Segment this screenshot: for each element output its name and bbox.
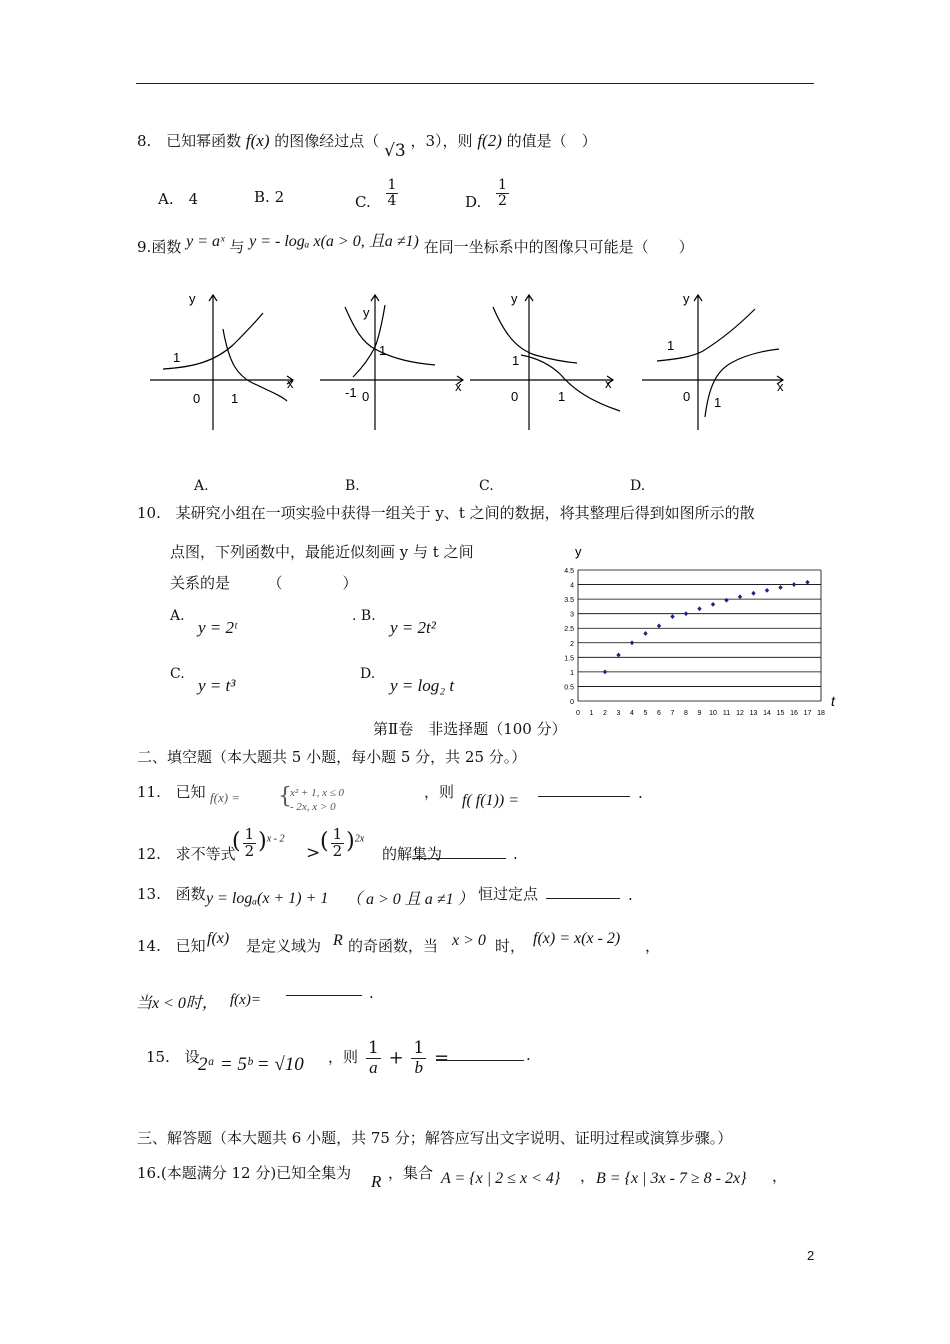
q9-graph-c (465, 285, 625, 435)
q9-text-c: 在同一坐标系中的图像只可能是（ ） (423, 238, 694, 256)
scatter-x-tick: 6 (657, 710, 661, 717)
graph-d-one-y: 1 (667, 338, 675, 353)
q16-separator: ， (580, 1167, 596, 1185)
q10-option-b-label: . B. (352, 608, 376, 624)
q11-number: 11. (137, 783, 161, 801)
scatter-y-tick: 3 (570, 611, 574, 619)
q11-brace: { (278, 784, 292, 809)
q10-line-2: 点图，下列函数中，最能近似刻画 y 与 t 之间 (170, 543, 474, 561)
q12-right-side: ( $\frac{1}{2}$ )$^{2x}$ (320, 825, 365, 860)
question-15 (146, 1046, 200, 1067)
q12-number: 12. (137, 845, 161, 863)
graph-b-origin: 0 (362, 389, 370, 404)
q9-text-b: 与 (229, 238, 245, 256)
scatter-y-tick: 4 (570, 582, 574, 590)
q8-fx: f(x) (245, 131, 270, 150)
scatter-x-tick: 11 (722, 710, 731, 717)
graph-a-one-x: 1 (231, 391, 239, 406)
q11-answer-blank (538, 796, 630, 797)
q16-text: (本题满分 12 分)已知全集为 (160, 1164, 352, 1182)
graph-d-x-label: x (777, 379, 784, 394)
scatter-point (724, 598, 728, 603)
scatter-point (711, 602, 715, 607)
question-11 (137, 781, 206, 802)
q12-text: 求不等式 (175, 845, 236, 863)
part-2-title: 第Ⅱ卷 非选择题（100 分） (373, 720, 567, 738)
q8-option-d: D. $\frac{1}{2}$ (465, 177, 507, 212)
q8-option-a: A. 4 (158, 190, 199, 208)
scatter-x-tick: 1 (589, 710, 594, 717)
scatter-x-tick: 5 (643, 710, 648, 717)
scatter-x-tick: 17 (803, 710, 812, 717)
q11-text-b: ，则 (424, 783, 455, 801)
q15-end: . (526, 1046, 531, 1064)
scatter-x-tick: 13 (749, 710, 758, 717)
graph-b-one-y: 1 (379, 343, 387, 358)
scatter-point (805, 580, 809, 585)
q10-option-c-formula: y = t³ (198, 676, 236, 695)
q14-text-d: 时， (495, 937, 526, 955)
scatter-y-tick: 2.5 (564, 626, 574, 634)
q13-number: 13. (137, 885, 161, 903)
q8-sqrt3: √3 (384, 141, 406, 161)
graph-c-label: C. (479, 478, 494, 494)
q15-text-b: ，则 (328, 1048, 359, 1066)
scatter-y-tick: 3.5 (564, 597, 574, 605)
q13-text: 函数 (175, 885, 206, 903)
q11-text: 已知 (175, 783, 206, 801)
q14-R: R (333, 932, 343, 949)
scatter-x-tick: 0 (576, 710, 580, 717)
scatter-point (765, 588, 769, 593)
q8-option-c: C. $\frac{1}{4}$ (355, 177, 397, 212)
q15-number: 15. (146, 1048, 170, 1066)
q11-case-1: x² + 1, x ≤ 0 (290, 787, 345, 799)
q10-line-1: 某研究小组在一项实验中获得一组关于 y、t 之间的数据，将其整理后得到如图所示的散 (175, 504, 755, 522)
q14-end: . (369, 984, 374, 1002)
q15-answer-blank (436, 1060, 524, 1061)
header-rule (136, 83, 814, 84)
q9-text: 函数 (151, 238, 182, 256)
graph-b-label: B. (345, 478, 360, 494)
q11-fx: f(x) = (210, 790, 241, 805)
scatter-point (751, 591, 755, 596)
graph-b-y-label: y (363, 305, 370, 320)
q16-text-b: ，集合 (388, 1164, 434, 1182)
graph-d-y-label: y (683, 291, 690, 306)
scatter-grid (578, 570, 821, 701)
graph-a-x-label: x (287, 376, 294, 391)
q9-formula-1: y = aˣ (186, 233, 225, 250)
scatter-x-ticks (576, 710, 825, 717)
scatter-x-tick: 12 (736, 710, 744, 717)
q11-ffx: f( f(1)) = (462, 792, 519, 809)
scatter-x-tick: 14 (763, 710, 771, 717)
scatter-point (792, 582, 796, 587)
scatter-point (778, 585, 782, 590)
scatter-x-tick: 10 (709, 710, 717, 717)
graph-a-one-y: 1 (173, 350, 181, 365)
q13-answer-blank (546, 898, 620, 899)
scatter-x-tick: 15 (776, 710, 785, 717)
q8-text-c: ，3），则 (410, 132, 473, 150)
q14-text-b: 是定义域为 (246, 937, 322, 955)
q15-text: 设 (184, 1048, 200, 1066)
question-8 (137, 130, 597, 161)
scatter-point (657, 623, 661, 628)
q10-line-3: 关系的是 （ ） (170, 574, 358, 592)
q8-text-b: 的图像经过点（ (274, 132, 380, 150)
graph-c-y-label: y (511, 291, 518, 306)
q14-line-2-fx: f(x)= (230, 992, 261, 1008)
scatter-x-tick: 4 (630, 710, 634, 717)
q14-condition: x > 0 (452, 932, 486, 949)
q12-gt: > (306, 843, 321, 863)
q15-formula: 2ᵃ = 5ᵇ = √10 (198, 1054, 304, 1075)
q14-formula: f(x) = x(x - 2) (533, 930, 621, 947)
q13-end: . (628, 886, 633, 904)
graph-c-one-y: 1 (512, 353, 520, 368)
scatter-point (670, 614, 674, 619)
q16-number: 16. (137, 1164, 161, 1182)
q14-answer-blank (286, 995, 362, 996)
q15-sum: $\frac{1}{a}$ + $\frac{1}{b}$ = (368, 1038, 450, 1077)
q8-number: 8. (137, 132, 152, 150)
q16-set-a: A = {x | 2 ≤ x < 4} (441, 1170, 561, 1187)
scatter-y-ticks (564, 568, 574, 706)
graph-b-neg-one: -1 (345, 385, 357, 400)
scatter-x-tick: 3 (616, 710, 621, 717)
graph-d-one-x: 1 (714, 395, 722, 410)
graph-c-x-label: x (605, 376, 612, 391)
scatter-x-tick: 9 (697, 710, 702, 717)
scatter-y-tick: 2 (570, 640, 574, 648)
q11-end: . (638, 784, 643, 802)
q8-text: 已知幂函数 (166, 132, 242, 150)
scatter-point (684, 611, 688, 616)
q9-graph-d (637, 285, 792, 435)
section-2-heading: 二、填空题（本大题共 5 小题，每小题 5 分，共 25 分。） (137, 748, 527, 766)
q14-number: 14. (137, 937, 161, 955)
scatter-x-tick: 18 (817, 710, 825, 717)
graph-a-label: A. (194, 478, 209, 494)
scatter-point (697, 606, 701, 611)
q9-number: 9. (137, 238, 152, 256)
q14-fx: f(x) (207, 930, 230, 947)
q12-end: . (513, 845, 518, 863)
graph-a-origin: 0 (193, 391, 201, 406)
q8-text-d: 的值是（ ） (506, 132, 597, 150)
q10-option-a-formula: y = 2ᵗ (198, 618, 237, 637)
graph-a-y-label: y (189, 291, 196, 306)
scatter-points (603, 580, 810, 674)
q16-set-b: B = {x | 3x - 7 ≥ 8 - 2x} (596, 1170, 747, 1187)
q10-number: 10. (137, 504, 161, 522)
graph-d-label: D. (630, 478, 646, 494)
q13-text-b: 恒过定点 (478, 885, 539, 903)
scatter-point (603, 669, 607, 674)
scatter-y-tick: 1.5 (564, 655, 574, 663)
scatter-point (643, 631, 647, 636)
q10-option-d-label: D. (360, 666, 376, 682)
q10-option-d-formula: y = log₂ t (390, 676, 455, 695)
q10-option-c-label: C. (170, 666, 185, 682)
scatter-x-tick: 16 (790, 710, 798, 717)
q12-text-b: 的解集为 (382, 845, 443, 863)
q16-R: R (371, 1172, 382, 1191)
q14-comma: ， (645, 937, 661, 955)
q9-graph-a (145, 285, 300, 435)
scatter-y-tick: 1 (570, 669, 574, 677)
q16-end: ， (772, 1167, 788, 1185)
scatter-x-axis-label: t (831, 693, 835, 709)
question-16 (137, 1162, 351, 1183)
q13-formula: y = logₐ(x + 1) + 1 (206, 890, 329, 907)
q12-answer-blank (412, 858, 506, 859)
q14-text: 已知 (175, 937, 206, 955)
question-9 (137, 234, 694, 257)
q10-option-b-formula: y = 2t² (390, 618, 436, 637)
graph-b-x-label: x (455, 379, 462, 394)
graph-c-origin: 0 (511, 389, 519, 404)
question-13 (137, 883, 206, 904)
q10-scatter-chart (545, 540, 845, 722)
scatter-point (616, 653, 620, 658)
section-3-heading: 三、解答题（本大题共 6 小题，共 75 分；解答应写出文字说明、证明过程或演算步骤。） (137, 1129, 733, 1147)
question-12 (137, 843, 236, 864)
scatter-y-axis-label: y (575, 544, 582, 559)
scatter-x-tick: 8 (684, 710, 688, 717)
scatter-y-tick: 0.5 (564, 684, 574, 692)
graph-d-origin: 0 (683, 389, 691, 404)
scatter-y-tick: 0 (570, 699, 574, 706)
q9-formula-2: y = - logₐ x(a > 0, 且a ≠1) (249, 233, 419, 250)
q14-line-2: 当x < 0时， (136, 995, 218, 1012)
q11-case-2: - 2x, x > 0 (290, 801, 336, 813)
scatter-point (630, 640, 634, 645)
q13-condition: （ a > 0 且 a ≠1 ） (346, 891, 474, 908)
q10-option-a-label: A. (170, 608, 185, 624)
question-10 (137, 502, 755, 523)
q8-f2: f(2) (477, 131, 502, 150)
scatter-x-tick: 7 (670, 710, 675, 717)
page-number: 2 (807, 1248, 815, 1263)
question-14 (137, 935, 206, 956)
scatter-point (738, 594, 742, 599)
graph-c-one-x: 1 (558, 389, 566, 404)
q14-text-c: 的奇函数，当 (348, 937, 439, 955)
q9-graph-b (315, 285, 470, 435)
scatter-x-tick: 2 (603, 710, 607, 717)
q8-options (158, 178, 538, 222)
q12-left-side: ( $\frac{1}{2}$ )$^{x - 2}$ (232, 825, 285, 860)
q8-option-b: B. 2 (254, 188, 285, 206)
scatter-y-tick: 4.5 (564, 568, 574, 575)
